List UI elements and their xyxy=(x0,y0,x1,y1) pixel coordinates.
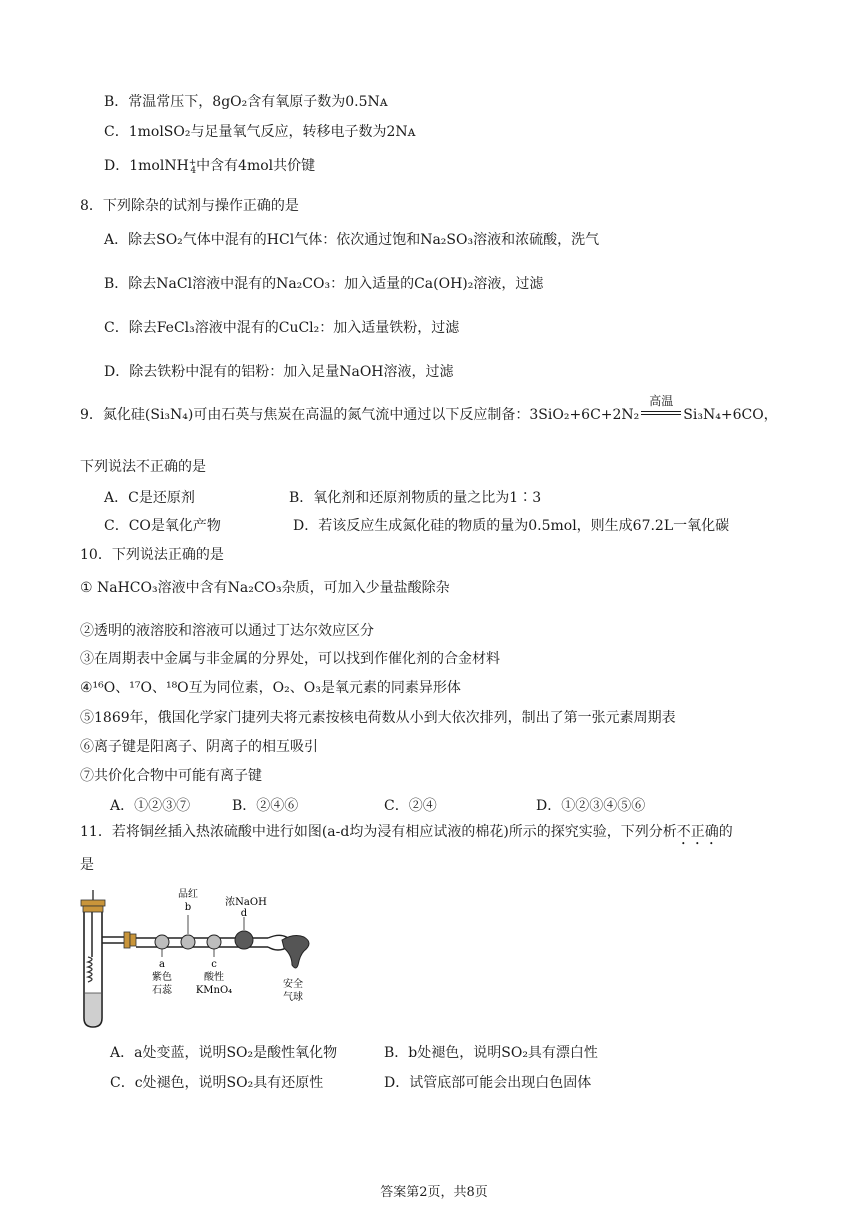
q10-option-b: B．②④⑥ xyxy=(232,798,299,814)
q10-option-d: D．①②③④⑤⑥ xyxy=(536,798,646,814)
figure-label-b: b xyxy=(184,902,192,913)
q10-statement-7: ⑦共价化合物中可能有离子键 xyxy=(80,768,262,784)
q11-stem-pre: 11．若将铜丝插入热浓硫酸中进行如图(a-d均为浸有相应试液的棉花)所示的探究实验，下列分析 xyxy=(80,824,677,840)
q9-stem xyxy=(80,394,778,425)
q8-stem: 8．下列除杂的试剂与操作正确的是 xyxy=(80,198,299,214)
q11-stem xyxy=(80,822,733,848)
q8-option-d: D．除去铁粉中混有的铝粉：加入足量NaOH溶液，过滤 xyxy=(104,364,454,380)
figure-label-a-2: 石蕊 xyxy=(152,985,172,996)
q9-option-d: D．若该反应生成氮化硅的物质的量为0.5mol，则生成67.2L一氧化碳 xyxy=(293,518,730,534)
figure-label-c-1: 酸性 xyxy=(204,972,224,983)
q7-option-d-pre: D．1molNH xyxy=(104,158,189,174)
q10-statement-2: ②透明的液溶胶和溶液可以通过丁达尔效应区分 xyxy=(80,623,374,639)
q10-statement-6: ⑥离子键是阳离子、阴离子的相互吸引 xyxy=(80,739,318,755)
q10-statement-5: ⑤1869年，俄国化学家门捷列夫将元素按核电荷数从小到大依次排列，制出了第一张元素周期表 xyxy=(80,710,676,726)
q11-option-b: B．b处褪色，说明SO₂具有漂白性 xyxy=(384,1045,598,1061)
figure-label-a-1: 紫色 xyxy=(152,972,172,983)
figure-label-c: c xyxy=(211,959,217,970)
q10-option-c: C．②④ xyxy=(384,798,437,814)
q9-stem-pre: 9．氮化硅(Si₃N₄)可由石英与焦炭在高温的氮气流中通过以下反应制备： xyxy=(80,407,530,423)
q9-eq-arrow xyxy=(639,394,683,425)
q11-stem-post: 的 xyxy=(718,824,733,840)
q10-statement-3: ③在周期表中金属与非金属的分界处，可以找到作催化剂的合金材料 xyxy=(80,651,500,667)
page-footer: 答案第2页，共8页 xyxy=(380,1185,488,1200)
q9-eq-condition: 高温 xyxy=(649,394,674,408)
q11-option-c: C．c处褪色，说明SO₂具有还原性 xyxy=(110,1075,324,1091)
q7-option-d: D．1molNH+$_4$中含有4mol共价键 xyxy=(104,158,316,176)
q9-eq-left: 3SiO₂+6C+2N₂ xyxy=(529,407,640,423)
q9-eq-right: Si₃N₄+6CO xyxy=(683,407,764,423)
q9-option-a: A．C是还原剂 xyxy=(104,490,195,506)
q8-option-b: B．除去NaCl溶液中混有的Na₂CO₃：加入适量的Ca(OH)₂溶液，过滤 xyxy=(104,276,544,292)
q11-option-a: A．a处变蓝，说明SO₂是酸性氧化物 xyxy=(110,1045,338,1061)
figure-label-d: d xyxy=(240,908,248,919)
q7-option-d-post: 中含有4mol共价键 xyxy=(196,158,316,174)
q10-option-a: A．①②③⑦ xyxy=(110,798,191,814)
q10-statement-4: ④¹⁶O、¹⁷O、¹⁸O互为同位素，O₂、O₃是氧元素的同素异形体 xyxy=(80,680,461,696)
q11-option-d: D．试管底部可能会出现白色固体 xyxy=(384,1075,592,1091)
figure-label-a: a xyxy=(159,959,165,970)
q10-stem: 10．下列说法正确的是 xyxy=(80,547,224,563)
q11-stem-2: 是 xyxy=(80,857,94,873)
q8-option-c: C．除去FeCl₃溶液中混有的CuCl₂：加入适量铁粉，过滤 xyxy=(104,320,460,336)
figure-label-e-2: 气球 xyxy=(283,992,303,1003)
q10-statement-1: ① NaHCO₃溶液中含有Na₂CO₃杂质，可加入少量盐酸除杂 xyxy=(80,580,450,596)
q8-option-a: A．除去SO₂气体中混有的HCl气体：依次通过饱和Na₂SO₃溶液和浓硫酸，洗气 xyxy=(104,232,600,248)
q9-stem-2: 下列说法不正确的是 xyxy=(80,459,206,475)
figure-label-b-top: 品红 xyxy=(178,889,198,900)
q9-option-c: C．CO是氧化产物 xyxy=(104,518,221,534)
q7-option-b: B．常温常压下，8gO₂含有氧原子数为0.5Nᴀ xyxy=(104,94,388,110)
q9-stem-tail: ， xyxy=(763,407,778,423)
experiment-apparatus-figure xyxy=(78,885,328,1030)
figure-label-d-top: 浓NaOH xyxy=(225,897,267,908)
figure-label-e-1: 安全 xyxy=(283,979,303,990)
figure-label-c-2: KMnO₄ xyxy=(195,985,233,996)
q9-option-b: B．氧化剂和还原剂物质的量之比为1∶3 xyxy=(289,490,542,506)
q7-option-c: C．1molSO₂与足量氧气反应，转移电子数为2Nᴀ xyxy=(104,124,416,140)
q11-stem-emphasis: 不正确 xyxy=(676,824,719,840)
